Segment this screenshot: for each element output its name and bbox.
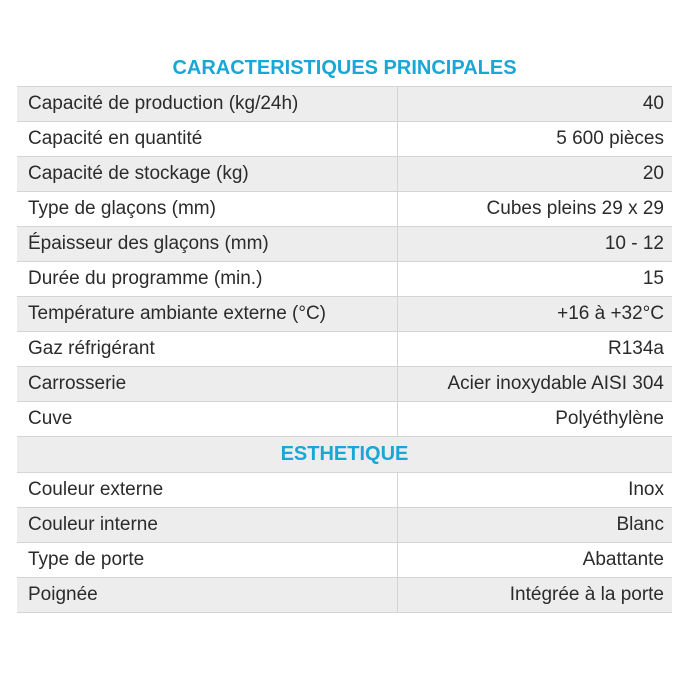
row-value: Cubes pleins 29 x 29 bbox=[486, 198, 664, 219]
row-label: Capacité de stockage (kg) bbox=[17, 157, 398, 191]
table-row bbox=[17, 577, 672, 613]
row-label: Cuve bbox=[17, 402, 398, 436]
row-value: Inox bbox=[628, 479, 664, 500]
table-row bbox=[17, 472, 672, 507]
row-value: 40 bbox=[642, 93, 664, 114]
row-label: Couleur interne bbox=[17, 508, 398, 542]
section-title-main: CARACTERISTIQUES PRINCIPALES bbox=[172, 57, 517, 79]
row-label: Durée du programme (min.) bbox=[17, 262, 398, 296]
table-row bbox=[17, 261, 672, 296]
row-value: 20 bbox=[642, 163, 664, 184]
section-title-esthetique: ESTHETIQUE bbox=[17, 436, 672, 472]
table-row bbox=[17, 507, 672, 542]
table-row bbox=[17, 191, 672, 226]
row-label: Capacité de production (kg/24h) bbox=[17, 87, 398, 121]
row-label: Épaisseur des glaçons (mm) bbox=[17, 227, 398, 261]
table-row bbox=[17, 296, 672, 331]
table-row bbox=[17, 542, 672, 577]
row-label: Carrosserie bbox=[17, 367, 398, 401]
table-row bbox=[17, 156, 672, 191]
row-value: 15 bbox=[642, 268, 664, 289]
table-row bbox=[17, 121, 672, 156]
table-row bbox=[17, 331, 672, 366]
table-row bbox=[17, 401, 672, 436]
row-label: Température ambiante externe (°C) bbox=[17, 297, 398, 331]
row-value: Polyéthylène bbox=[555, 408, 664, 429]
row-label: Capacité en quantité bbox=[17, 122, 398, 156]
row-value: R134a bbox=[608, 338, 664, 359]
row-label: Type de glaçons (mm) bbox=[17, 192, 398, 226]
row-value: Abattante bbox=[582, 549, 664, 570]
row-value: 5 600 pièces bbox=[556, 128, 664, 149]
table-row bbox=[17, 226, 672, 261]
row-value: Blanc bbox=[616, 514, 664, 535]
spec-table bbox=[17, 51, 672, 613]
row-label: Couleur externe bbox=[17, 473, 398, 507]
row-value: 10 - 12 bbox=[604, 233, 664, 254]
row-label: Type de porte bbox=[17, 543, 398, 577]
table-row bbox=[17, 366, 672, 401]
row-label: Gaz réfrigérant bbox=[17, 332, 398, 366]
row-value: Intégrée à la porte bbox=[509, 584, 664, 605]
row-value: +16 à +32°C bbox=[557, 303, 664, 324]
row-value: Acier inoxydable AISI 304 bbox=[447, 373, 664, 394]
row-label: Poignée bbox=[17, 578, 398, 612]
table-row bbox=[17, 86, 672, 121]
